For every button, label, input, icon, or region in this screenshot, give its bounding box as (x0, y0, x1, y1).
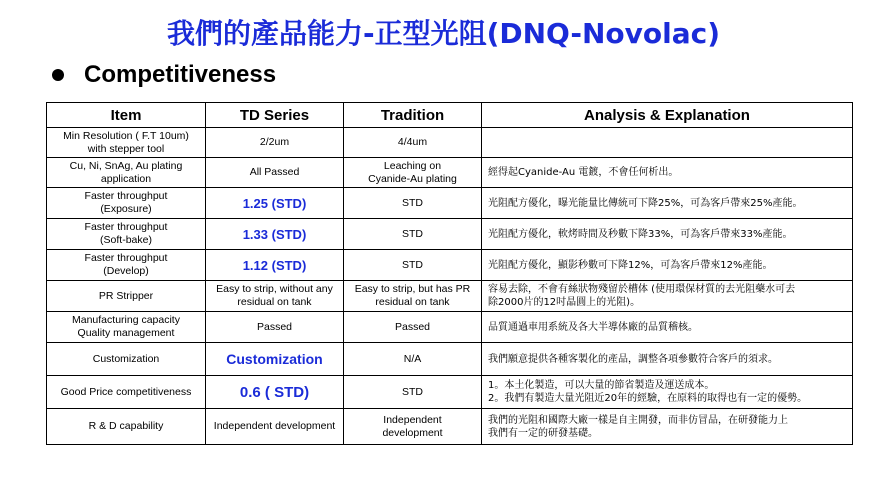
item-cell (47, 281, 206, 312)
table-header-row (47, 103, 853, 128)
item-cell (47, 343, 206, 376)
analysis-line: 我們願意提供各種客製化的產品，調整各項參數符合客戶的須求。 (488, 353, 778, 365)
table-row (47, 219, 853, 250)
tradition-cell (344, 219, 482, 250)
item-cell (47, 158, 206, 188)
item-line: Customization (92, 352, 160, 365)
tradition-line: STD (402, 385, 423, 398)
tradition-line: development (382, 426, 443, 439)
analysis-line: 我們的光阻和國際大廠一樣是自主開發，而非仿冒品，在研發能力上 (488, 414, 788, 426)
tradition-line: Easy to strip, but has PR (354, 283, 471, 295)
td-cell: Customization (206, 343, 344, 376)
tradition-cell (344, 250, 482, 281)
analysis-line: 光阻配方優化，顯影秒數可下降12%，可為客戶帶來12%產能。 (488, 259, 773, 271)
item-line: application (100, 172, 152, 185)
tradition-cell (344, 376, 482, 409)
analysis-line: 光阻配方優化，曝光能量比傳統可下降25%，可為客戶帶來25%產能。 (488, 197, 803, 209)
tradition-line: STD (402, 196, 423, 209)
competitiveness-table (46, 102, 853, 445)
item-line: R & D capability (88, 420, 164, 432)
item-cell (47, 250, 206, 281)
bullet-icon (52, 69, 64, 81)
analysis-cell (482, 188, 853, 219)
item-line: Faster throughput (84, 190, 168, 202)
analysis-cell (482, 158, 853, 188)
analysis-line: 光阻配方優化，軟烤時間及秒數下降33%，可為客戶帶來33%產能。 (488, 228, 793, 240)
analysis-cell (482, 219, 853, 250)
section-heading-row (52, 60, 276, 90)
item-line: Quality management (77, 327, 175, 339)
table-row (47, 188, 853, 219)
header-td-series: TD Series (206, 103, 344, 128)
td-cell: 2/2um (206, 128, 344, 158)
analysis-cell (482, 376, 853, 409)
item-cell (47, 376, 206, 409)
header-analysis: Analysis & Explanation (482, 103, 853, 128)
item-line: Manufacturing capacity (72, 314, 180, 326)
analysis-cell (482, 281, 853, 312)
tradition-cell (344, 343, 482, 376)
item-cell (47, 128, 206, 158)
analysis-line: 品質通過車用系統及各大半導体廠的品質稽核。 (488, 321, 698, 333)
item-cell (47, 219, 206, 250)
item-line: PR Stripper (98, 289, 154, 302)
analysis-cell (482, 343, 853, 376)
item-line: Faster throughput (84, 221, 168, 233)
item-line: (Exposure) (100, 203, 152, 215)
item-line: (Develop) (103, 265, 149, 277)
tradition-cell (344, 409, 482, 445)
td-cell: All Passed (206, 158, 344, 188)
analysis-line: 除2000片的12吋晶圓上的光阻)。 (488, 297, 641, 308)
tradition-cell (344, 188, 482, 219)
item-cell (47, 409, 206, 445)
section-heading: Competitiveness (84, 61, 277, 88)
td-cell: Independent development (206, 409, 344, 445)
header-tradition: Tradition (344, 103, 482, 128)
tradition-line: N/A (403, 352, 422, 365)
td-cell: 0.6 ( STD) (206, 376, 344, 409)
tradition-line: Passed (394, 320, 431, 333)
td-cell: Passed (206, 312, 344, 343)
td-cell: Easy to strip, without any residual on tank (206, 281, 344, 312)
analysis-cell (482, 409, 853, 445)
analysis-line: 2。我們有製造大量光阻近20年的經驗，在原料的取得也有一定的優勢。 (488, 393, 808, 404)
page-title: 我們的產品能力-正型光阻(DNQ-Novolac) (166, 17, 721, 50)
item-line: with stepper tool (87, 142, 165, 155)
tradition-line: Cyanide-Au plating (368, 172, 457, 185)
header-item: Item (47, 103, 206, 128)
td-cell: 1.33 (STD) (206, 219, 344, 250)
item-line: (Soft-bake) (100, 234, 152, 246)
item-line: Faster throughput (84, 252, 168, 264)
item-line: Min Resolution ( F.T 10um) (63, 129, 189, 142)
tradition-line: STD (402, 258, 423, 271)
analysis-line: 經得起Cyanide-Au 電鍍，不會任何析出。 (488, 167, 679, 178)
item-line: Cu, Ni, SnAg, Au plating (69, 159, 183, 172)
tradition-line: residual on tank (375, 296, 450, 308)
tradition-cell (344, 158, 482, 188)
item-cell (47, 188, 206, 219)
table-row (47, 250, 853, 281)
table-row (47, 409, 853, 445)
analysis-line: 1。本土化製造，可以大量的節省製造及運送成本。 (488, 380, 715, 391)
analysis-line: 容易去除，不會有絲狀物殘留於槽体 (使用環保材質的去光阻藥水可去 (488, 284, 796, 295)
item-cell (47, 312, 206, 343)
table-row (47, 128, 853, 158)
analysis-cell (482, 312, 853, 343)
analysis-cell (482, 128, 853, 158)
tradition-line: Leaching on (383, 159, 442, 172)
table-row (47, 376, 853, 409)
tradition-line: STD (402, 227, 423, 240)
tradition-cell (344, 312, 482, 343)
tradition-line: Independent (383, 413, 442, 426)
tradition-line: 4/4um (397, 136, 428, 148)
td-cell: 1.12 (STD) (206, 250, 344, 281)
table-row (47, 312, 853, 343)
tradition-cell (344, 128, 482, 158)
table-row (47, 158, 853, 188)
analysis-line: 我們有一定的研發基礎。 (488, 427, 598, 439)
tradition-cell (344, 281, 482, 312)
analysis-cell (482, 250, 853, 281)
item-line: Good Price competitiveness (60, 385, 192, 398)
table-row (47, 281, 853, 312)
table-row (47, 343, 853, 376)
td-cell: 1.25 (STD) (206, 188, 344, 219)
